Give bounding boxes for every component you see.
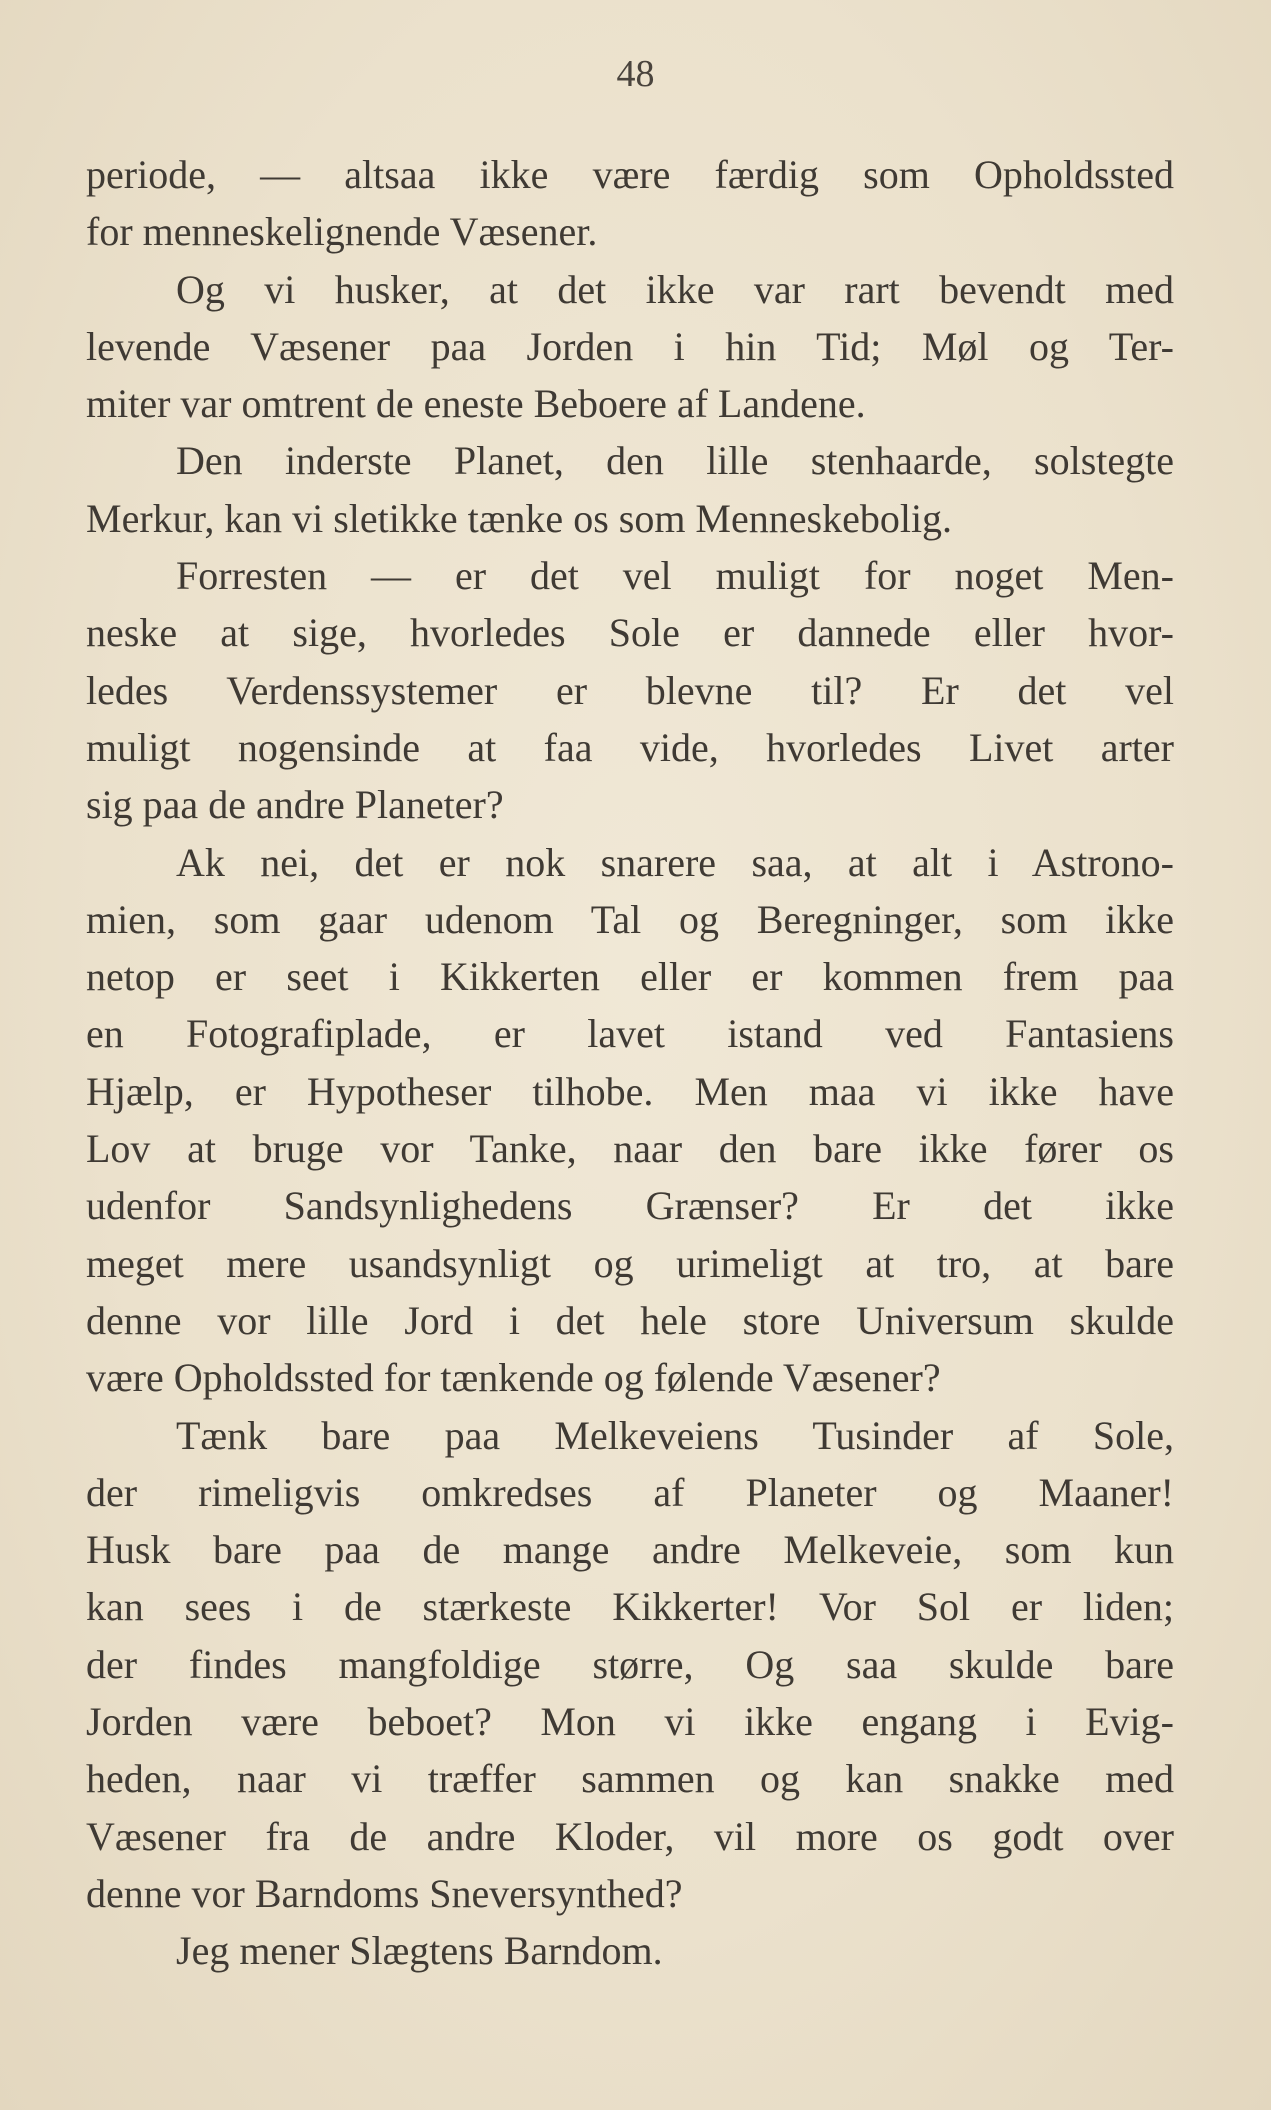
text-line: for menneskelignende Væsener.	[86, 209, 598, 255]
text-line: der rimeligvis omkredses af Planeter og Maaner!	[86, 1469, 1174, 1515]
text-line: Hjælp, er Hypotheser tilhobe. Men maa vi ikke have	[86, 1068, 1174, 1114]
text-line: muligt nogensinde at faa vide, hvorledes Livet arter	[86, 724, 1174, 770]
text-line: være Opholdssted for tænkende og følende Væsener?	[86, 1355, 941, 1401]
text-line: miter var omtrent de eneste Beboere af Landene.	[86, 381, 866, 427]
text-line: Lov at bruge vor Tanke, naar den bare ikke fører os	[86, 1126, 1174, 1172]
text-line: neske at sige, hvorledes Sole er dannede eller hvor-	[86, 610, 1174, 656]
text-line: Jorden være beboet? Mon vi ikke engang i Evig-	[86, 1699, 1174, 1745]
text-line: netop er seet i Kikkerten eller er kommen frem paa	[86, 954, 1174, 1000]
text-line: denne vor lille Jord i det hele store Universum skulde	[86, 1297, 1174, 1343]
text-line: Tænk bare paa Melkeveiens Tusinder af Sole,	[176, 1412, 1174, 1458]
text-line: Merkur, kan vi sletikke tænke os som Menneskebolig.	[86, 495, 953, 541]
text-line: mien, som gaar udenom Tal og Beregninger, som ikke	[86, 896, 1174, 942]
text-line: Jeg mener Slægtens Barndom.	[176, 1928, 663, 1974]
text-line: periode, — altsaa ikke være færdig som Opholdssted	[86, 152, 1174, 197]
text-line: en Fotografiplade, er lavet istand ved Fantasiens	[86, 1011, 1174, 1057]
text-line: levende Væsener paa Jorden i hin Tid; Møl og Ter-	[86, 323, 1174, 369]
text-line: heden, naar vi træffer sammen og kan snakke med	[86, 1756, 1174, 1802]
text-line: meget mere usandsynligt og urimeligt at tro, at bare	[86, 1240, 1174, 1286]
text-line: sig paa de andre Planeter?	[86, 782, 504, 828]
text-line: Og vi husker, at det ikke var rart bevendt med	[176, 266, 1174, 312]
text-line: Husk bare paa de mange andre Melkeveie, som kun	[86, 1527, 1174, 1573]
text-line: denne vor Barndoms Sneversynthed?	[86, 1870, 683, 1916]
text-line: Ak nei, det er nok snarere saa, at alt i Astrono-	[176, 839, 1174, 885]
body-text	[86, 146, 1174, 1980]
page-number: 48	[616, 53, 655, 95]
text-line: der findes mangfoldige større, Og saa skulde bare	[86, 1641, 1174, 1687]
text-line: ledes Verdenssystemer er blevne til? Er det vel	[86, 667, 1174, 713]
text-line: Den inderste Planet, den lille stenhaarde, solstegte	[176, 438, 1174, 484]
text-line: Forresten — er det vel muligt for noget Men-	[176, 553, 1174, 599]
text-line: Væsener fra de andre Kloder, vil more os godt over	[86, 1813, 1174, 1859]
text-line: kan sees i de stærkeste Kikkerter! Vor Sol er liden;	[86, 1584, 1174, 1630]
text-line: udenfor Sandsynlighedens Grænser? Er det ikke	[86, 1183, 1174, 1229]
